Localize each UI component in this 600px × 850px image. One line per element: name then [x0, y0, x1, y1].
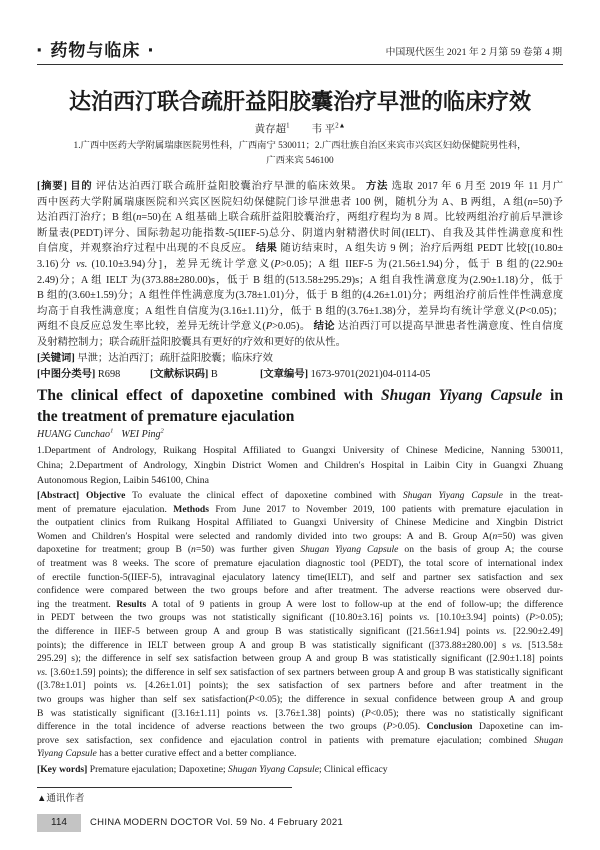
italic-term: P — [274, 258, 281, 270]
author-affiliation-mark: 1 — [286, 122, 290, 130]
bold-label: 方法 — [365, 181, 389, 192]
text-run: two groups was higher than self sex satisfaction( — [37, 693, 249, 705]
text-run: 两组不良反应总发生率比较，差异无统计学意义( — [37, 321, 266, 333]
text-run: Women and Children′s Hospital were selected and randomly divided into two groups: A and B. Group A( — [37, 530, 493, 542]
text-run: <0.05); there was no statistically significant — [370, 707, 563, 719]
text-run: 达泊西汀可以提高早泄患者性满意度、性自信度 — [335, 321, 563, 333]
bold-label: 结论 — [313, 321, 336, 333]
text-run: [22.90±2.49] — [506, 625, 563, 637]
abstract-en-line — [37, 598, 563, 612]
keywords-value: 早泄；达泊西汀；疏肝益阳胶囊；临床疗效 — [77, 352, 273, 364]
italic-term: Shugan Yiyang Capsule — [228, 764, 319, 775]
title-en-line — [37, 406, 563, 427]
italic-term: vs. — [257, 707, 268, 719]
abstract-en-line — [37, 503, 563, 517]
abstract-en-line — [37, 516, 563, 530]
text-run: Dapoxetine can im- — [472, 721, 563, 733]
footnote-divider — [37, 787, 292, 788]
bold-label: [摘要] 目的 — [37, 181, 93, 192]
abstract-en-line — [37, 693, 563, 707]
author-name: HUANG Cunchao — [37, 429, 111, 440]
keywords-line — [37, 763, 563, 777]
corresponding-author-note: ▲通讯作者 — [37, 794, 85, 804]
author-affiliation-mark: 2▲ — [335, 122, 346, 130]
italic-term: n — [136, 212, 142, 224]
text-run: 随访结束时，A 组失访 9 例；治疗后两组 PEDT 比较[(10.80± — [277, 243, 563, 255]
text-run: 3.16)分 — [37, 258, 77, 270]
classification-item — [260, 367, 430, 383]
author-name: 黄存超 — [254, 124, 287, 135]
text-run: prove sex satisfaction, sex confidence and ejaculation control in patients with premature ejaculation; combined — [37, 734, 535, 746]
abstract-cn-line — [37, 319, 563, 335]
abstract-en-line — [37, 679, 563, 693]
abstract-en-line — [37, 707, 563, 721]
affiliation-line: 广西来宾 546100 — [266, 156, 334, 166]
text-run: ([3.78±1.01] points — [37, 680, 127, 692]
italic-term: n — [191, 544, 196, 556]
text-run: 及射精控制力；联合疏肝益阳胶囊具有更好的疗效和更好的依从性。 — [37, 336, 346, 348]
italic-term: P — [529, 612, 535, 624]
italic-term: vs. — [511, 639, 523, 651]
abstract-en-line — [37, 720, 563, 734]
text-run: 断量表(PEDT)评分、国际勃起功能指数-5(IIEF-5)总分、阴道内射精潜伏时间(IELT)、自我及其伴性满意度和性 — [37, 227, 563, 239]
italic-term: vs. — [126, 680, 137, 692]
abstract-cn-line — [37, 273, 563, 289]
italic-term: vs. — [37, 666, 48, 678]
italic-term: P — [364, 707, 371, 719]
abstract-en-line — [37, 611, 563, 625]
classification-label: [文献标识码] — [150, 369, 209, 380]
text-run: the treatment of premature ejaculation — [37, 408, 295, 425]
abstract-en-line — [37, 639, 563, 653]
text-run: has a better curative effect and a better compliance. — [96, 748, 297, 760]
abstract-en-line — [37, 584, 563, 598]
italic-term: vs. — [496, 625, 507, 637]
italic-term: vs. — [76, 258, 88, 270]
abstract-en-line — [37, 652, 563, 666]
italic-term: Shugan Yiyang Capsule — [402, 490, 503, 501]
text-run: 评估达泊西汀联合疏肝益阳胶囊治疗早泄的临床效果。 — [92, 181, 366, 192]
text-run: Premature ejaculation; Dapoxetine; — [87, 764, 229, 775]
affiliations-cn — [37, 139, 563, 169]
classification-label: [中图分类号] — [37, 369, 96, 380]
italic-term: Shugan — [534, 734, 563, 746]
text-run: (10.10±3.94)分]，差异无统计学意义( — [87, 258, 275, 270]
authors-en — [37, 428, 164, 442]
text-run: on the basis of group A; the course — [398, 544, 563, 556]
author-affiliation-mark: 2 — [160, 427, 164, 435]
abstract-en-line — [37, 530, 563, 544]
text-run: 1.Department of Andrology, Ruikang Hospital Affiliated to Guangxi University of Chinese Medicine, Nanning 530011, — [37, 445, 563, 456]
text-run: A total of 9 patients in group A were lost to follow-up at the end of follow-up; the difference — [146, 598, 563, 610]
classification-row — [37, 367, 563, 383]
text-run: B was statistically significant ([3.16±1.11] points — [37, 707, 258, 719]
abstract-en-line — [37, 734, 563, 748]
article-title-cn: 达泊西汀联合疏肝益阳胶囊治疗早泄的临床疗效 — [68, 90, 531, 115]
header-divider — [37, 64, 563, 65]
text-run: <0.05); the difference in sexual confidence between group A and group — [254, 693, 563, 705]
text-run: the difference in IIEF-5 between group A and group B was statistically significant ([21.56±1.94] points — [37, 625, 497, 637]
italic-term: vs. — [419, 612, 430, 624]
text-run: ment of premature ejaculation. — [37, 503, 174, 515]
text-run: =50) was given — [497, 530, 563, 542]
text-run: in — [542, 387, 563, 404]
italic-term: P — [386, 721, 393, 733]
abstract-en-line — [37, 543, 563, 557]
text-run: [3.60±1.59] points); the difference in self sex satisfaction of sex partners between group A and group B was statistically significant — [47, 666, 563, 678]
text-run: 2.49)分；A 组 IELT 为(373.88±280.00)s，低于 B 组的(513.58±295.29)s；A 组自我性满意度为(2.90±1.18)分，低于 — [37, 274, 563, 286]
bold-label: Methods — [173, 503, 209, 515]
italic-term: P — [519, 305, 526, 317]
abstract-cn-line — [37, 335, 563, 351]
italic-term: n — [527, 196, 533, 208]
affiliation-line: 1.广西中医药大学附属瑞康医院男性科，广西南宁 530011；2.广西壮族自治区来宾市兴宾区妇幼保健院男性科， — [73, 141, 527, 151]
text-run: of erectile function-5(IIEF-5), intravaginal ejaculatory latency time(IELT), and self and partner sex satisfaction and sex — [37, 571, 563, 583]
classification-value: 1673-9701(2021)04-0114-05 — [310, 369, 431, 380]
affiliation-line — [37, 443, 563, 458]
abstract-en-line — [37, 571, 563, 585]
abstract-en-line — [37, 625, 563, 639]
keywords-en — [37, 763, 563, 777]
abstract-cn — [37, 179, 563, 351]
text-run: the outpatient clinics from Ruikang Hospital Affiliated to Guangxi University of Chinese Medicine and Xingbin District — [37, 517, 563, 529]
abstract-cn-line — [37, 210, 563, 226]
text-run: ; Clinical efficacy — [318, 764, 388, 775]
text-run: in PEDT between the two groups was not statistically significant ([10.80±3.16] points — [37, 612, 420, 624]
abstract-cn-line — [37, 195, 563, 211]
text-run: 295.29] s); the difference in self sex satisfaction between group A and group B was statistically significant ([2.90±1.18] points — [37, 653, 563, 665]
text-run: difference in the total incidence of adverse reactions between the two groups ( — [37, 721, 387, 733]
abstract-en-line — [37, 489, 563, 503]
keywords-cn — [37, 351, 563, 367]
journal-issue: 中国现代医生 2021 年 2 月第 59 卷第 4 期 — [385, 47, 562, 58]
classification-label: [文章编号] — [260, 369, 309, 380]
text-run: 均高于自我性满意度；A 组性自信度为(3.16±1.11)分，低于 B 组的(3.76±1.38)分，差异均有统计学意义( — [37, 305, 520, 317]
text-run: >0.05)；A 组 IIEF-5 为(21.56±1.94)分，低于 B 组的(22.90± — [280, 258, 563, 270]
footer-journal: CHINA MODERN DOCTOR Vol. 59 No. 4 February 2021 — [90, 817, 344, 828]
text-run: ing the treatment. — [37, 598, 117, 610]
text-run: points); the difference in IELT between group A and group B was statistically significant ([373.88±280.00] s — [37, 639, 512, 651]
bold-label: 结果 — [255, 243, 278, 255]
author-name: 韦 平 — [311, 124, 336, 135]
classification-value: B — [210, 369, 218, 380]
article-title-en — [37, 385, 563, 427]
authors-cn — [0, 123, 600, 137]
text-run: 达泊西汀治疗；B 组( — [37, 212, 137, 224]
author-affiliation-mark: 1 — [110, 427, 114, 435]
bold-label: Results — [116, 598, 147, 610]
text-run: =50) was further given — [195, 544, 301, 556]
text-run: From June 2017 to November 2019, 100 patients with premature ejaculation in — [209, 503, 563, 515]
italic-term: Yiyang Capsule — [37, 748, 97, 760]
text-run: [10.10±3.94] points) ( — [429, 612, 530, 624]
abstract-cn-line — [37, 288, 563, 304]
text-run: [513.58± — [522, 639, 563, 651]
text-run: [3.76±1.38] points) ( — [268, 707, 365, 719]
text-run: The clinical effect of dapoxetine combined with — [37, 387, 381, 404]
abstract-cn-line — [37, 226, 563, 242]
italic-term: P — [265, 321, 273, 333]
abstract-cn-line — [37, 304, 563, 320]
bold-label: [Key words] — [37, 764, 88, 775]
text-run: dapoxetine for treatment; group B ( — [37, 544, 192, 556]
text-run: of treatment was 8 weeks. The score of premature ejaculation diagnostic tool (PEDT), the total score of international index — [37, 557, 563, 569]
classification-value: R698 — [97, 369, 121, 380]
italic-term: P — [248, 693, 255, 705]
page-number: 114 — [37, 814, 81, 832]
text-run: 自信度，并观察治疗过程中出现的不良反应。 — [37, 243, 256, 255]
abstract-cn-line — [37, 257, 563, 273]
italic-term: Shugan Yiyang Capsule — [300, 544, 399, 556]
bold-label: Conclusion — [426, 721, 473, 733]
text-run: Autonomous Region, Laibin 546100, China — [37, 475, 209, 486]
section-heading: · 药物与临床 · — [36, 41, 155, 61]
text-run: =50)在 A 组基础上联合疏肝益阳胶囊治疗，两组疗程均为 8 周。比较两组治疗前后早泄诊 — [141, 212, 563, 224]
affiliation-line — [37, 458, 563, 473]
text-run: confidence were compared between the two groups before and after treatment. The adverse reactions were observed dur- — [37, 585, 563, 597]
text-run: China; 2.Department of Andrology, Xingbin District Women and Children′s Hospital in Laibin City in Guangxi Zhuang — [37, 460, 563, 471]
text-run: in the treat- — [502, 490, 563, 501]
abstract-cn-line — [37, 179, 563, 195]
abstract-en — [37, 489, 563, 761]
text-run: 选取 2017 年 6 月至 2019 年 11 月广 — [388, 181, 563, 192]
abstract-cn-line — [37, 241, 563, 257]
bold-label: [Abstract] Objective — [37, 490, 126, 501]
text-run: B 组的(3.60±1.59)分；A 组性伴性满意度为(3.78±1.01)分，低于 B 组的(4.26±1.01)分；两组治疗前后性伴性满意度 — [37, 290, 563, 302]
abstract-en-line — [37, 747, 563, 761]
text-run: 西中医药大学附属瑞康医院和兴宾区医院妇幼保健院门诊早泄患者 100 例，随机分为 A、B 两组，A 组( — [37, 196, 528, 208]
text-run: [4.26±1.01] points); the sex satisfaction of sex partners before and after treatment in the — [136, 680, 563, 692]
title-en-line — [37, 385, 563, 406]
italic-term: n — [492, 530, 498, 542]
author-name: WEI Ping — [121, 429, 161, 440]
italic-term: Shugan Yiyang Capsule — [380, 387, 543, 404]
affiliation-line — [37, 473, 563, 488]
abstract-en-line — [37, 666, 563, 680]
text-run: =50)予 — [532, 196, 563, 208]
text-run: >0.05); — [534, 612, 563, 624]
text-run: >0.05). — [392, 721, 427, 733]
text-run: >0.05)。 — [272, 321, 314, 333]
keywords-label: [关键词] — [37, 353, 75, 364]
text-run: <0.05)； — [525, 305, 563, 317]
abstract-en-line — [37, 557, 563, 571]
text-run: To evaluate the clinical effect of dapoxetine combined with — [125, 490, 403, 501]
classification-item — [37, 367, 150, 383]
affiliations-en — [37, 443, 563, 488]
classification-item — [150, 367, 260, 383]
